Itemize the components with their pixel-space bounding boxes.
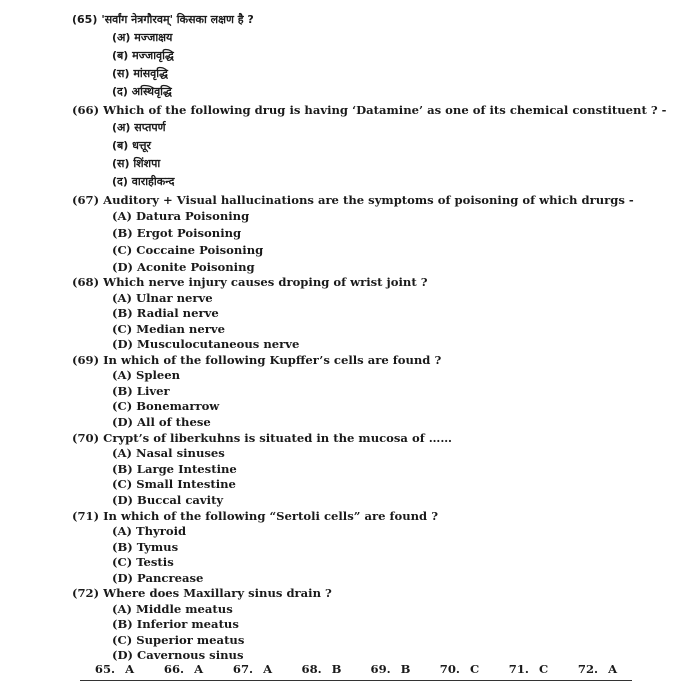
option-68-b: (B) Radial nerve <box>112 306 219 320</box>
option-71-a: (A) Thyroid <box>112 524 187 538</box>
answer-number: 71. <box>508 662 529 676</box>
answer-number: 67. <box>232 662 254 676</box>
option-66-c: (स) शिंशपा <box>112 157 161 170</box>
option-65-d: (द) अस्थिवृद्धि <box>112 85 172 98</box>
question-71 <box>72 508 672 524</box>
option-67-a: (A) Datura Poisoning <box>112 209 250 223</box>
answer-67 <box>218 662 287 676</box>
answer-key <box>80 660 632 681</box>
answer-value: A <box>194 662 204 676</box>
option-72-a: (A) Middle meatus <box>112 602 233 616</box>
answer-value: A <box>263 662 273 676</box>
option-71-d: (D) Pancrease <box>112 571 204 585</box>
answer-number: 72. <box>577 662 599 676</box>
answer-value: A <box>608 662 618 676</box>
answer-65 <box>80 662 149 676</box>
question-number: (68) <box>72 275 100 289</box>
option-67-c: (C) Coccaine Poisoning <box>112 243 264 257</box>
option-66-d: (द) वाराहीकन्द <box>112 175 175 188</box>
question-text: Crypt’s of liberkuhns is situated in the mucosa of …… <box>103 431 452 445</box>
option-70-c: (C) Small Intestine <box>112 477 236 491</box>
answer-number: 65. <box>94 662 116 676</box>
option-71-b: (B) Tymus <box>112 540 179 554</box>
question-text: Auditory + Visual hallucinations are the symptoms of poisoning of which drurgs - <box>103 193 634 207</box>
option-70-b: (B) Large Intestine <box>112 462 237 476</box>
question-number: (69) <box>72 353 100 367</box>
option-69-b: (B) Liver <box>112 384 170 398</box>
option-72-d: (D) Cavernous sinus <box>112 648 244 662</box>
option-69-c: (C) Bonemarrow <box>112 399 220 413</box>
answer-70 <box>425 662 494 676</box>
question-number: (66) <box>72 103 100 117</box>
answer-value: C <box>538 662 549 676</box>
option-72-b: (B) Inferior meatus <box>112 617 239 631</box>
answer-value: C <box>469 662 480 676</box>
option-70-a: (A) Nasal sinuses <box>112 446 225 460</box>
question-69 <box>72 352 672 368</box>
question-70 <box>72 430 672 446</box>
answer-value: B <box>331 662 342 676</box>
answer-69 <box>356 662 425 676</box>
question-text: 'सर्वांग नेत्रगौरवम्' किसका लक्षण है ? <box>101 13 254 26</box>
answer-value: A <box>125 662 135 676</box>
option-65-a: (अ) मज्जाक्षय <box>112 31 173 44</box>
question-72 <box>72 585 672 601</box>
option-67-d: (D) Aconite Poisoning <box>112 260 255 274</box>
option-68-a: (A) Ulnar nerve <box>112 291 213 305</box>
question-text: Which of the following drug is having ‘Datamine’ as one of its chemical constituent ? - <box>103 103 667 117</box>
option-66-b: (ब) धत्तूर <box>112 139 152 152</box>
option-69-a: (A) Spleen <box>112 368 181 382</box>
answer-number: 70. <box>439 662 460 676</box>
question-68 <box>72 274 672 290</box>
answer-number: 68. <box>301 662 322 676</box>
question-number: (71) <box>72 509 100 523</box>
option-70-d: (D) Buccal cavity <box>112 493 224 507</box>
answer-number: 69. <box>370 662 391 676</box>
question-number: (65) <box>72 13 98 26</box>
question-67 <box>72 192 672 208</box>
question-number: (67) <box>72 193 100 207</box>
answer-66 <box>149 662 218 676</box>
option-65-c: (स) मांसवृद्धि <box>112 67 168 80</box>
answer-71 <box>494 662 563 676</box>
option-68-c: (C) Median nerve <box>112 322 225 336</box>
question-text: In which of the following Kupffer’s cells are found ? <box>103 353 442 367</box>
option-72-c: (C) Superior meatus <box>112 633 245 647</box>
option-68-d: (D) Musculocutaneous nerve <box>112 337 300 351</box>
question-number: (70) <box>72 431 100 445</box>
option-67-b: (B) Ergot Poisoning <box>112 226 242 240</box>
question-66 <box>72 102 672 118</box>
answer-value: B <box>400 662 411 676</box>
question-text: Where does Maxillary sinus drain ? <box>103 586 332 600</box>
answer-68 <box>287 662 356 676</box>
answer-number: 66. <box>163 662 185 676</box>
question-number: (72) <box>72 586 100 600</box>
question-65 <box>72 12 672 28</box>
option-69-d: (D) All of these <box>112 415 211 429</box>
option-66-a: (अ) सप्तपर्ण <box>112 121 166 134</box>
answer-72 <box>563 662 632 676</box>
question-text: In which of the following “Sertoli cells” are found ? <box>103 509 438 523</box>
option-71-c: (C) Testis <box>112 555 174 569</box>
option-65-b: (ब) मज्जावृद्धि <box>112 49 174 62</box>
question-text: Which nerve injury causes droping of wrist joint ? <box>103 275 428 289</box>
